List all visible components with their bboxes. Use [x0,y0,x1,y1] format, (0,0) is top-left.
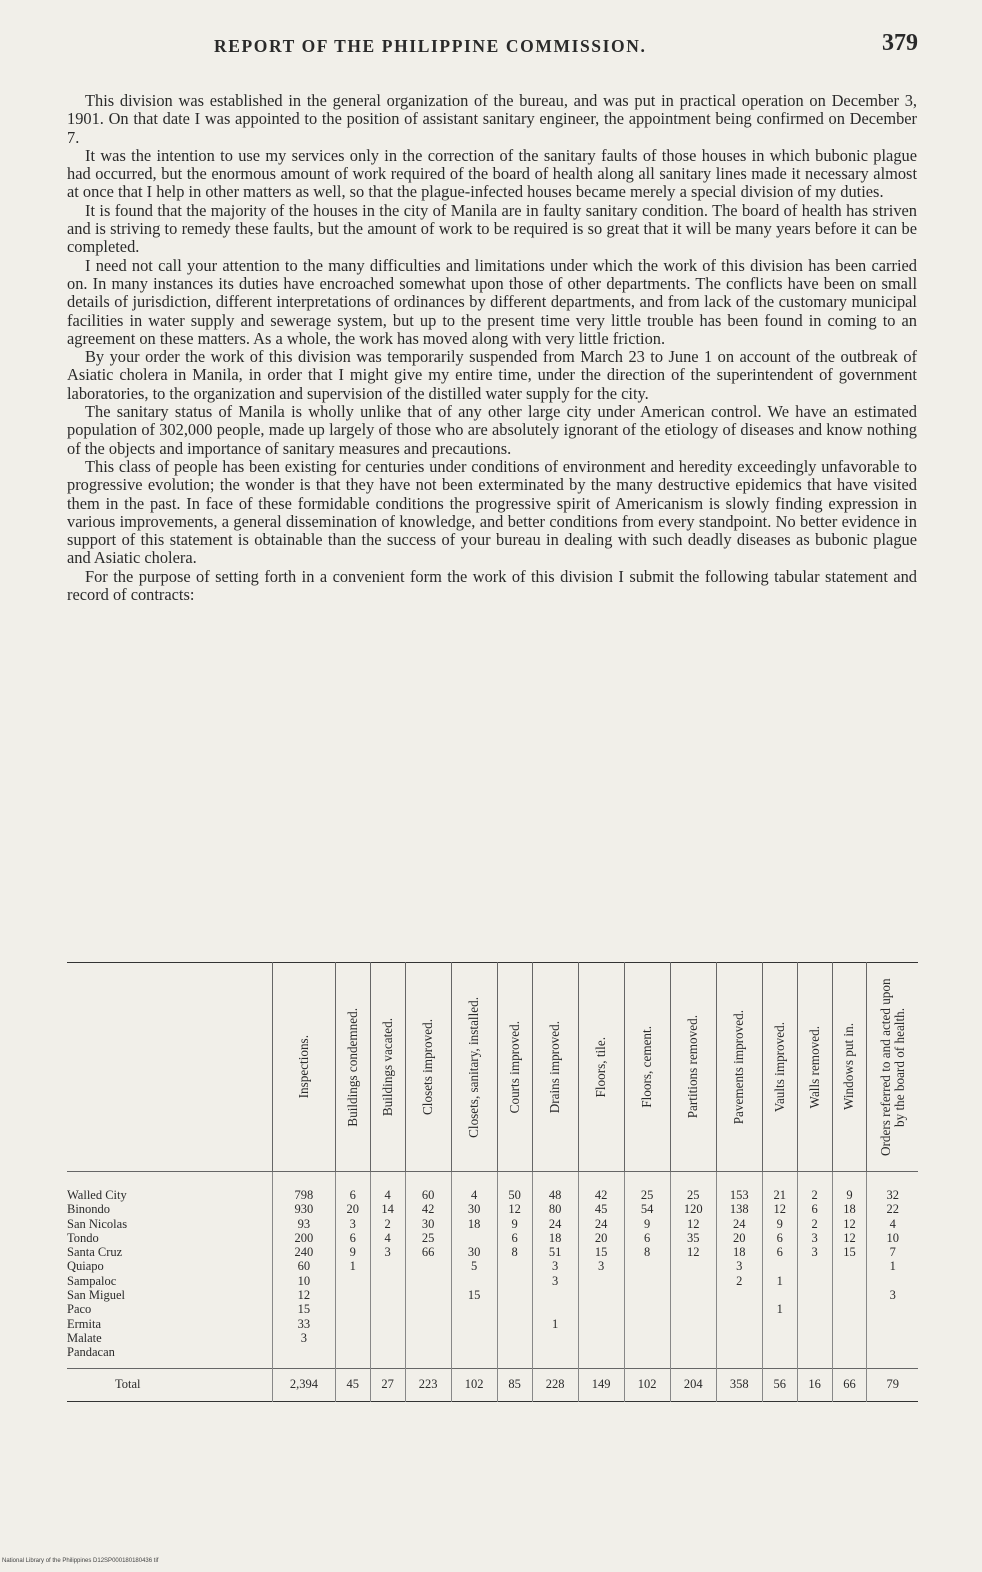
table-cell: 12 [762,1202,797,1216]
table-cell: 60 [273,1259,336,1273]
table-cell: 80 [532,1202,578,1216]
table-row [67,1245,918,1259]
table-cell [405,1331,451,1345]
table-cell: 8 [624,1245,670,1259]
table-row [67,1274,918,1288]
table-cell: 120 [670,1202,716,1216]
table-cell: 25 [670,1172,716,1203]
column-header [832,963,867,1172]
table-cell: 4 [451,1172,497,1203]
table-cell [335,1274,370,1288]
table-cell [797,1259,832,1273]
table-cell [797,1288,832,1302]
table-cell: 930 [273,1202,336,1216]
table-cell: 2 [716,1274,762,1288]
total-cell: 56 [762,1368,797,1401]
table-cell [405,1317,451,1331]
table-cell: 3 [578,1259,624,1273]
table-cell [532,1302,578,1316]
table-cell: 42 [405,1202,451,1216]
table-cell [867,1331,918,1345]
total-label: Total [67,1368,273,1401]
table-cell: 54 [624,1202,670,1216]
total-cell: 79 [867,1368,918,1401]
table-cell: 18 [716,1245,762,1259]
table-cell [370,1259,405,1273]
table-cell [532,1331,578,1345]
table-cell [797,1331,832,1345]
total-cell: 27 [370,1368,405,1401]
table-cell [832,1259,867,1273]
table-cell [497,1302,532,1316]
table-cell: 9 [762,1217,797,1231]
report-title: REPORT OF THE PHILIPPINE COMMISSION. [214,36,647,56]
table-cell: 1 [762,1274,797,1288]
table-cell: 24 [716,1217,762,1231]
table-cell [578,1288,624,1302]
table-cell: 66 [405,1245,451,1259]
table-cell [451,1231,497,1245]
table-cell [832,1331,867,1345]
table-cell: 20 [335,1202,370,1216]
table-cell: 18 [532,1231,578,1245]
table-cell: 18 [832,1202,867,1216]
table-cell [335,1331,370,1345]
table-cell: 1 [762,1302,797,1316]
district-name: Paco [67,1302,92,1317]
table-cell [832,1345,867,1368]
table-cell: 45 [578,1202,624,1216]
table-cell [451,1331,497,1345]
table-cell: 3 [716,1259,762,1273]
table-cell [624,1274,670,1288]
table-cell: 2 [797,1217,832,1231]
table-row [67,1288,918,1302]
table-cell [370,1302,405,1316]
table-row [67,1302,918,1316]
table-cell [670,1302,716,1316]
table-cell [497,1288,532,1302]
table-cell: 9 [335,1245,370,1259]
column-header-label: Vaults improved. [771,1021,787,1113]
column-header [273,963,336,1172]
total-cell: 228 [532,1368,578,1401]
column-header-label: Pavements improved. [731,1009,747,1125]
table-cell [624,1331,670,1345]
table-cell [451,1274,497,1288]
table-cell [405,1345,451,1368]
table-cell [273,1345,336,1368]
column-header-label: Buildings vacated. [379,1017,395,1117]
district-name: Binondo [67,1202,111,1217]
table-row [67,1345,918,1368]
table-cell: 3 [370,1245,405,1259]
table-cell [716,1345,762,1368]
table-cell: 2 [370,1217,405,1231]
table-cell: 10 [273,1274,336,1288]
table-cell: 6 [762,1231,797,1245]
table-cell [670,1259,716,1273]
table-cell [405,1259,451,1273]
district-name: San Nicolas [67,1216,128,1231]
table-cell: 3 [335,1217,370,1231]
table-cell [624,1345,670,1368]
column-header-label: Drains improved. [547,1020,563,1114]
table-cell: 42 [578,1172,624,1203]
table-row [67,1172,918,1203]
table-cell [451,1345,497,1368]
total-cell: 102 [624,1368,670,1401]
column-header [335,963,370,1172]
table-cell: 12 [497,1202,532,1216]
sanitary-statistics-table [67,962,918,1402]
table-row [67,1217,918,1231]
column-header-label: Orders referred to and acted upon by the board of health. [877,978,907,1156]
table-cell [578,1274,624,1288]
column-header-label: Closets, sanitary, installed. [466,996,482,1138]
table-cell: 12 [273,1288,336,1302]
table-cell: 21 [762,1172,797,1203]
table-cell [670,1331,716,1345]
table-row [67,1259,918,1273]
table-cell: 30 [451,1245,497,1259]
paragraph: This class of people has been existing for centuries under conditions of environment and heredity exceedingly unfavorable to progressive evolution; the wonder is that they have not been exterminated by the many destructive epidemics that have visited them in the past. In face of these formidable conditions the progressive spirit of Americanism is slowly finding expression in various improvements, a general dissemination of knowledge, and better conditions from every standpoint. No better evidence in support of this statement is obtainable than the success of your bureau in dealing with such deadly diseases as bubonic plague and Asiatic cholera. [67,456,917,568]
table-cell: 4 [370,1231,405,1245]
table-row [67,1231,918,1245]
table-cell: 3 [797,1231,832,1245]
table-cell: 15 [451,1288,497,1302]
table-cell: 9 [497,1217,532,1231]
table-cell [797,1345,832,1368]
table-cell [716,1317,762,1331]
table-cell [762,1317,797,1331]
district-name: San Miguel [67,1288,125,1303]
table-row [67,1331,918,1345]
table-cell: 6 [762,1245,797,1259]
column-header [716,963,762,1172]
paragraph: This division was established in the general organization of the bureau, and was put in practical operation on December 3, 1901. On that date I was appointed to the position of assistant sanitary engineer, the appointment being confirmed on December 7. [67,91,917,147]
table-cell: 50 [497,1172,532,1203]
table-cell [497,1259,532,1273]
table-cell [532,1288,578,1302]
table-cell: 798 [273,1172,336,1203]
column-header [867,963,918,1172]
table-cell [762,1259,797,1273]
table-cell [832,1317,867,1331]
table-cell: 6 [497,1231,532,1245]
table-cell: 5 [451,1259,497,1273]
table-cell [370,1331,405,1345]
district-name: Pandacan [67,1345,115,1360]
table-cell [370,1345,405,1368]
table-cell: 12 [832,1217,867,1231]
table-cell [832,1302,867,1316]
table-cell: 15 [832,1245,867,1259]
column-header [497,963,532,1172]
column-header [670,963,716,1172]
table-cell [578,1331,624,1345]
table-cell: 20 [716,1231,762,1245]
table-cell [867,1274,918,1288]
table-cell [497,1345,532,1368]
table-cell: 24 [578,1217,624,1231]
paragraph: For the purpose of setting forth in a convenient form the work of this division I submit the following tabular statement and record of contracts: [67,566,917,605]
table-cell [335,1288,370,1302]
table-cell [762,1288,797,1302]
table-cell: 3 [532,1274,578,1288]
table-cell [832,1274,867,1288]
table-cell [670,1288,716,1302]
table-cell [370,1317,405,1331]
table-cell: 3 [532,1259,578,1273]
table-cell [867,1317,918,1331]
page-header [64,30,918,60]
column-header [624,963,670,1172]
total-cell: 102 [451,1368,497,1401]
column-header [578,963,624,1172]
table-cell: 6 [797,1202,832,1216]
table-cell [405,1288,451,1302]
table-cell: 6 [335,1231,370,1245]
table-cell [716,1288,762,1302]
table-cell [578,1302,624,1316]
table-cell: 240 [273,1245,336,1259]
table-cell [624,1259,670,1273]
table-cell [762,1345,797,1368]
table-cell [497,1331,532,1345]
table-cell: 200 [273,1231,336,1245]
table-cell: 32 [867,1172,918,1203]
table-cell: 2 [797,1172,832,1203]
column-header-label: Inspections. [295,1035,311,1099]
column-header-label: Windows put in. [841,1023,857,1111]
table-cell: 14 [370,1202,405,1216]
table-cell: 15 [273,1302,336,1316]
table-cell: 93 [273,1217,336,1231]
column-header-label: Buildings condemned. [344,1007,360,1127]
table-cell: 60 [405,1172,451,1203]
column-header [405,963,451,1172]
district-name: Malate [67,1330,102,1345]
header-corner [67,963,273,1172]
table-cell [335,1302,370,1316]
table-cell: 10 [867,1231,918,1245]
table-cell: 12 [670,1245,716,1259]
total-cell: 85 [497,1368,532,1401]
district-name: Santa Cruz [67,1245,123,1260]
column-header-label: Walls removed. [806,1025,822,1109]
table-cell [335,1345,370,1368]
body-text [67,92,917,604]
paragraph: By your order the work of this division was temporarily suspended from March 23 to June 1 on account of the outbreak of Asiatic cholera in Manila, in order that I might give my entire time, under the direction of the superintendent of government laboratories, to the organization and supervision of the distilled water supply for the city. [67,347,917,403]
column-header-label: Partitions removed. [685,1015,701,1119]
table-cell [867,1345,918,1368]
table-cell [532,1345,578,1368]
column-header [451,963,497,1172]
table-cell: 1 [867,1259,918,1273]
table-cell: 3 [797,1245,832,1259]
table-cell [797,1274,832,1288]
table-cell: 25 [405,1231,451,1245]
paragraph: The sanitary status of Manila is wholly unlike that of any other large city under American control. We have an estimated population of 302,000 people, made up largely of those who are absolutely ignorant of the etiology of diseases and know nothing of the objects and importance of sanitary measures and precautions. [67,402,917,458]
table-cell [578,1317,624,1331]
column-header [797,963,832,1172]
table-cell: 51 [532,1245,578,1259]
table-cell [451,1317,497,1331]
table-cell [497,1274,532,1288]
table-cell: 3 [273,1331,336,1345]
table-cell: 35 [670,1231,716,1245]
table-cell: 9 [832,1172,867,1203]
table-row [67,1202,918,1216]
table-cell [716,1331,762,1345]
table-cell: 12 [832,1231,867,1245]
table-cell [578,1345,624,1368]
total-cell: 66 [832,1368,867,1401]
table-cell: 25 [624,1172,670,1203]
scan-footer: National Library of the Philippines D12SP000180180436 tif [2,1558,159,1564]
table-cell: 1 [532,1317,578,1331]
table-cell [716,1302,762,1316]
table-cell [624,1302,670,1316]
table-cell: 18 [451,1217,497,1231]
column-header-label: Closets improved. [420,1019,436,1115]
table-cell [370,1274,405,1288]
table-cell [670,1345,716,1368]
total-cell: 45 [335,1368,370,1401]
table-cell: 33 [273,1317,336,1331]
total-cell: 204 [670,1368,716,1401]
column-header [370,963,405,1172]
table-cell [670,1317,716,1331]
table-header-row [67,963,918,1172]
column-header [762,963,797,1172]
table-body [67,1172,918,1402]
total-row [67,1368,918,1401]
table-cell [497,1317,532,1331]
table-cell: 6 [335,1172,370,1203]
table-cell [624,1317,670,1331]
table-cell: 12 [670,1217,716,1231]
district-name: Tondo [67,1230,99,1245]
total-cell: 16 [797,1368,832,1401]
table-cell: 9 [624,1217,670,1231]
table-cell: 7 [867,1245,918,1259]
paragraph: It was the intention to use my services only in the correction of the sanitary faults of those houses in which bubonic plague had occurred, but the enormous amount of work required of the board of health along all sanitary lines made it necessary almost at once that I help in other matters as well, so that the plague-infected houses became merely a special division of my duties. [67,145,917,202]
table-cell [867,1302,918,1316]
table-cell: 20 [578,1231,624,1245]
table-cell [370,1288,405,1302]
table-cell: 30 [451,1202,497,1216]
table-cell [624,1288,670,1302]
table-cell [335,1317,370,1331]
table-cell: 153 [716,1172,762,1203]
table-cell: 138 [716,1202,762,1216]
table-cell [797,1317,832,1331]
district-name: Quiapo [67,1259,104,1274]
column-header-label: Floors, tile. [593,1036,609,1098]
table-cell: 15 [578,1245,624,1259]
total-cell: 149 [578,1368,624,1401]
total-cell: 2,394 [273,1368,336,1401]
table-cell [670,1274,716,1288]
paragraph: It is found that the majority of the houses in the city of Manila are in faulty sanitary condition. The board of health has striven and is striving to remedy these faults, but the amount of work to be required is so great that it will be many years before it can be completed. [67,200,917,257]
total-cell: 223 [405,1368,451,1401]
table-cell: 6 [624,1231,670,1245]
column-header-label: Courts improved. [506,1020,522,1114]
table-cell [451,1302,497,1316]
table-cell [832,1288,867,1302]
table-cell: 1 [335,1259,370,1273]
district-name: Ermita [67,1316,102,1331]
table-cell: 48 [532,1172,578,1203]
table-cell: 8 [497,1245,532,1259]
column-header [532,963,578,1172]
column-header-label: Floors, cement. [639,1026,655,1108]
district-name: Walled City [67,1188,127,1202]
table-cell: 22 [867,1202,918,1216]
paragraph: I need not call your attention to the many difficulties and limitations under which the work of this division has been carried on. In many instances its duties have encroached somewhat upon those of other departments. The conflicts have been on small details of jurisdiction, different interpretations of ordinances by different departments, and from lack of the customary municipal facilities in water supply and sewerage system, but up to the present time very little trouble has been found in coming to an agreement on these matters. As a whole, the work has moved along with very little friction. [67,255,917,348]
table-cell: 24 [532,1217,578,1231]
table-cell [405,1302,451,1316]
district-name: Sampaloc [67,1273,117,1288]
table-cell: 4 [867,1217,918,1231]
table-cell: 30 [405,1217,451,1231]
table-cell [762,1331,797,1345]
page-number: 379 [882,30,918,56]
table-row [67,1317,918,1331]
total-cell: 358 [716,1368,762,1401]
table-cell [797,1302,832,1316]
table-cell: 4 [370,1172,405,1203]
table-cell: 3 [867,1288,918,1302]
table-cell [405,1274,451,1288]
